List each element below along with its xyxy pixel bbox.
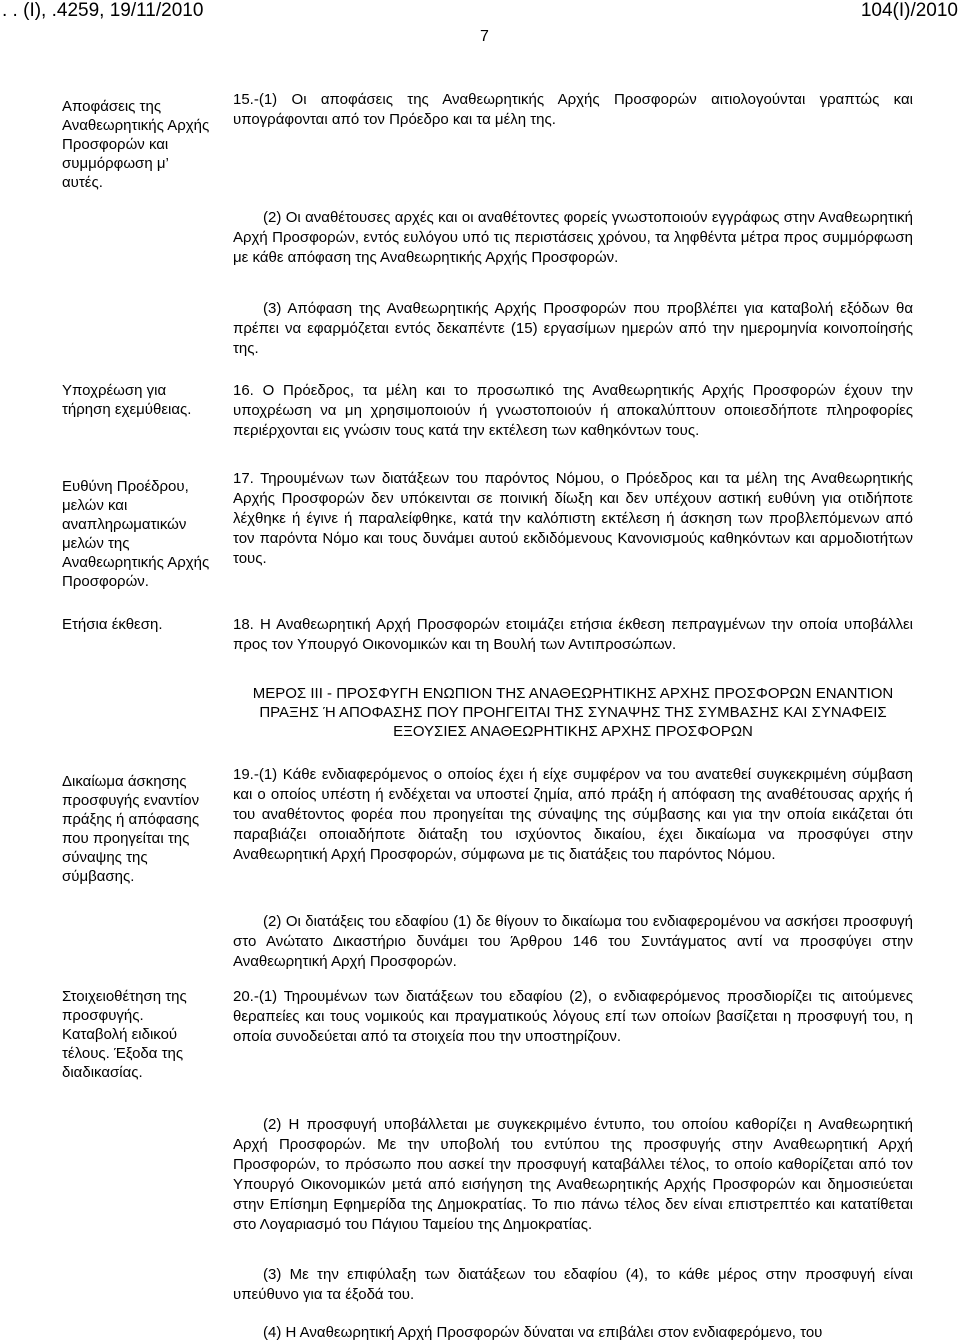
header-law-number: 104(Ι)/2010: [860, 0, 958, 21]
section-18: 18. Η Αναθεωρητική Αρχή Προσφορών ετοιμάζει ετήσια έκθεση πεπραγμένων την οποία υποβάλλει προς τον Υπουργό Οικονομικών και τη Βουλή των Αντιπροσώπων.: [233, 616, 913, 653]
margin-note-20: Στοιχειοθέτηση της προσφυγής. Καταβολή ειδικού τέλους. Έξοδα της διαδικασίας.: [62, 988, 187, 1081]
section-17: 17. Τηρουμένων των διατάξεων του παρόντος Νόμου, ο Πρόεδρος και τα μέλη της Αναθεωρητικής Αρχής Προσφορών δεν υπόκεινται σε ποινική δίωξη και δεν υπέχουν αστική ευθύνη για οτιδήποτε λέχθηκε ή έγινε ή παραλείφθηκε, κατά την καλόπιστη εκτέλεση ή άσκηση των προβλεπόμενων από τον παρόντα Νόμο και τους δυνάμει αυτού εκδιδόμενους Κανονισμούς καθηκόντων και αρμοδιοτήτων τους.: [233, 470, 913, 567]
part-3-heading: ΜΕΡΟΣ ΙΙΙ - ΠΡΟΣΦΥΓΗ ΕΝΩΠΙΟΝ ΤΗΣ ΑΝΑΘΕΩΡΗΤΙΚΗΣ ΑΡΧΗΣ ΠΡΟΣΦΟΡΩΝ ΕΝΑΝΤΙΟΝ ΠΡΑΞΗΣ Ή ΑΠΟΦΑΣΗΣ ΠΟΥ ΠΡΟΗΓΕΙΤΑΙ ΤΗΣ ΣΥΝΑΨΗΣ ΤΗΣ ΣΥΜΒΑΣΗΣ ΚΑΙ ΣΥΝΑΦΕΙΣ ΕΞΟΥΣΙΕΣ ΑΝΑΘΕΩΡΗΤΙΚΗΣ ΑΡΧΗΣ ΠΡΟΣΦΟΡΩΝ: [252, 685, 894, 740]
section-15-subsection-2: (2) Οι αναθέτουσες αρχές και οι αναθέτοντες φορείς γνωστοποιούν εγγράφως στην Αναθεωρητική Αρχή Προσφορών, εντός ευλόγου υπό τις περιστάσεις χρόνου, τα ληφθέντα μέτρα προς συμμόρφωση με κάθε απόφαση της Αναθεωρητικής Αρχής Προσφορών.: [233, 209, 913, 266]
section-19-subsection-2: (2) Οι διατάξεις του εδαφίου (1) δε θίγουν το δικαίωμα του ενδιαφερομένου να ασκήσει προσφυγή στο Ανώτατο Δικαστήριο δυνάμει του Άρθρου 146 του Συντάγματος αντί να προσφύγει στην Αναθεωρητική Αρχή Προσφορών.: [233, 913, 913, 970]
margin-note-17: Ευθύνη Προέδρου, μελών και αναπληρωματικών μελών της Αναθεωρητικής Αρχής Προσφορών.: [62, 478, 210, 590]
section-20-subsection-4: (4) Η Αναθεωρητική Αρχή Προσφορών δύναται να επιβάλει στον ενδιαφερόμενο, του: [263, 1324, 823, 1341]
header-gazette-ref: . . (Ι), .4259, 19/11/2010: [2, 0, 204, 21]
margin-note-18: Ετήσια έκθεση.: [62, 616, 163, 633]
margin-note-19: Δικαίωμα άσκησης προσφυγής εναντίον πράξης ή απόφασης που προηγείται της σύναψης της σύμβασης.: [62, 773, 200, 885]
margin-note-15: Αποφάσεις της Αναθεωρητικής Αρχής Προσφορών και συμμόρφωση μ’ αυτές.: [62, 98, 210, 191]
section-15-subsection-1: 15.-(1) Οι αποφάσεις της Αναθεωρητικής Αρχής Προσφορών αιτιολογούνται γραπτώς και υπογράφονται από τον Πρόεδρο και τα μέλη της.: [233, 91, 913, 128]
section-20-subsection-1: 20.-(1) Τηρουμένων των διατάξεων του εδαφίου (2), ο ενδιαφερόμενος προσδιορίζει τις αιτούμενες θεραπείες και τους νομικούς και πραγματικούς λόγους επί των οποίων βασίζεται η προσφυγή του, η οποία συνοδεύεται από τα στοιχεία που την υποστηρίζουν.: [233, 988, 913, 1045]
page-number: 7: [480, 28, 489, 45]
section-16: 16. Ο Πρόεδρος, τα μέλη και το προσωπικό της Αναθεωρητικής Αρχής Προσφορών έχουν την υποχρέωση να μη χρησιμοποιούν ή γνωστοποιούν ή αποκαλύπτουν οποιεσδήποτε πληροφορίες περιέρχονται εις γνώσιν τους κατά την εκτέλεση των καθηκόντων τους.: [233, 382, 913, 439]
section-20-subsection-2: (2) Η προσφυγή υποβάλλεται με συγκεκριμένο έντυπο, του οποίου καθορίζει η Αναθεωρητική Αρχή Προσφορών. Με την υποβολή του εντύπου της προσφυγής στην Αναθεωρητική Αρχή Προσφορών, το πρόσωπο που ασκεί την προσφυγή καταβάλλει τέλος, το οποίο καθορίζεται από τον Υπουργό Οικονομικών μετά από εισήγηση της Αναθεωρητικής Αρχής Προσφορών και δημοσιεύεται στην Επίσημη Εφημερίδα της Δημοκρατίας. Το πιο πάνω τέλος δεν είναι επιστρεπτέο και κατατίθεται στο Λογαριασμό του Πάγιου Ταμείου της Δημοκρατίας.: [233, 1116, 913, 1233]
section-20-subsection-3: (3) Με την επιφύλαξη των διατάξεων του εδαφίου (4), το κάθε μέρος στην προσφυγή είναι υπεύθυνο για τα έξοδά του.: [233, 1266, 913, 1303]
section-15-subsection-3: (3) Απόφαση της Αναθεωρητικής Αρχής Προσφορών που προβλέπει για καταβολή εξόδων θα πρέπει να εφαρμόζεται εντός δεκαπέντε (15) εργασίμων ημερών από την ημερομηνία κοινοποίησής της.: [233, 300, 913, 357]
page-header: [0, 0, 960, 22]
margin-note-16: Υποχρέωση για τήρηση εχεμύθειας.: [62, 382, 192, 418]
section-19-subsection-1: 19.-(1) Κάθε ενδιαφερόμενος ο οποίος έχει ή είχε συμφέρον να του ανατεθεί συγκεκριμένη σύμβαση και ο οποίος υπέστη ή ενδέχεται να υποστεί ζημία, από πράξη ή απόφαση της αναθέτουσας αρχής ή του αναθέτοντος φορέα που προηγείται της σύναψης της σύμβασης και για την οποία εικάζεται ότι παραβιάζει οποιαδήποτε διάταξη του ισχύοντος δικαίου, έχει δικαίωμα να προσφύγει στην Αναθεωρητική Αρχή Προσφορών, σύμφωνα με τις διατάξεις του παρόντος Νόμου.: [233, 766, 913, 863]
